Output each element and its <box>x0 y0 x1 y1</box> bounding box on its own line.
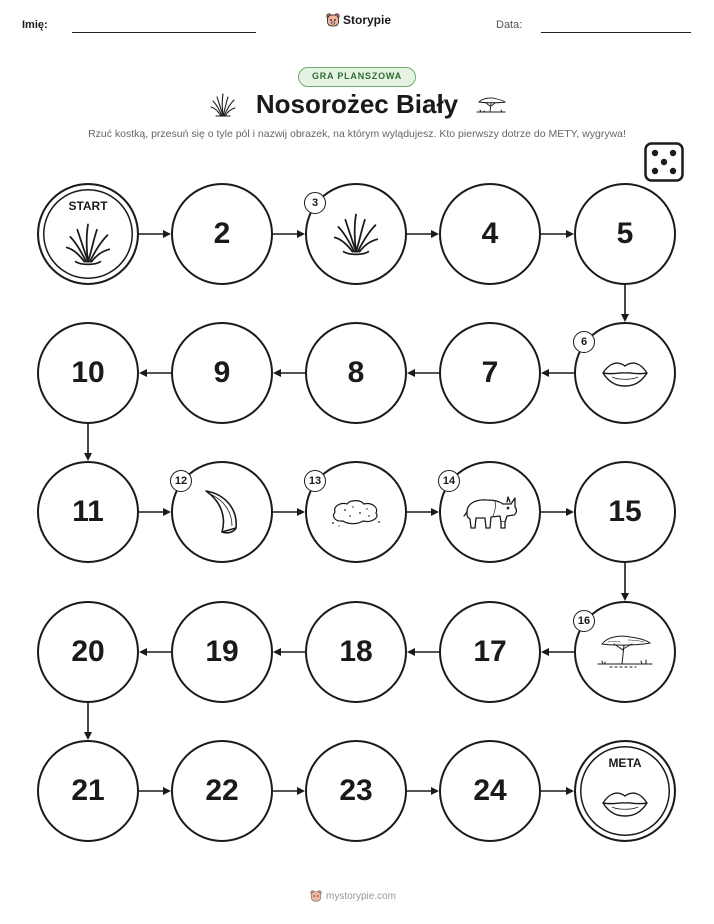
arrow-7-to-8 <box>407 369 439 377</box>
name-label: Imię: <box>22 19 48 31</box>
space-number: 5 <box>616 217 634 250</box>
space-number: 20 <box>71 635 105 668</box>
arrow-23-to-24 <box>407 787 439 795</box>
arrow-4-to-5 <box>541 230 574 238</box>
space-number: 17 <box>473 635 507 668</box>
arrow-13-to-14 <box>407 508 439 516</box>
finish-label: META <box>608 756 642 770</box>
space-number-tag: 13 <box>304 470 326 492</box>
space-number-tag: 16 <box>573 610 595 632</box>
arrow-8-to-9 <box>273 369 305 377</box>
space-number: 21 <box>71 774 105 807</box>
space-number: 24 <box>473 774 507 807</box>
arrow-16-to-17 <box>541 648 574 656</box>
arrow-12-to-13 <box>273 508 305 516</box>
space-number: 4 <box>481 217 499 250</box>
space-number: 8 <box>347 356 365 389</box>
instructions: Rzuć kostką, przesuń się o tyle pól i nazwij obrazek, na którym wylądujesz. Kto pierwszy dotrze do METY, wygrywa! <box>88 128 626 140</box>
arrow-1-to-2 <box>139 230 171 238</box>
arrow-5-to-6 <box>621 285 629 322</box>
space-number: 23 <box>339 774 373 807</box>
page-title: Nosorożec Biały <box>255 89 459 119</box>
arrow-14-to-15 <box>541 508 574 516</box>
date-label: Data: <box>496 19 523 31</box>
space-number: 7 <box>481 356 499 389</box>
space-number: 19 <box>205 635 239 668</box>
space-number: 22 <box>205 774 239 807</box>
space-number-tag: 6 <box>573 331 595 353</box>
space-number: 11 <box>72 495 104 528</box>
arrow-20-to-21 <box>84 703 92 740</box>
arrow-2-to-3 <box>273 230 305 238</box>
start-label: START <box>68 199 108 213</box>
space-number: 10 <box>71 356 105 389</box>
arrow-21-to-22 <box>139 787 171 795</box>
arrow-6-to-7 <box>541 369 574 377</box>
space-number: 9 <box>213 356 231 389</box>
arrow-3-to-4 <box>407 230 439 238</box>
category-badge: GRA PLANSZOWA <box>298 67 416 87</box>
arrow-22-to-23 <box>273 787 305 795</box>
arrow-24-to-25 <box>541 787 574 795</box>
brand-name: Storypie <box>343 13 392 27</box>
space-number-tag: 14 <box>438 470 460 492</box>
arrow-15-to-16 <box>621 563 629 601</box>
space-number: 15 <box>608 495 642 528</box>
arrow-18-to-19 <box>273 648 305 656</box>
arrow-17-to-18 <box>407 648 439 656</box>
space-number: 18 <box>339 635 373 668</box>
arrow-11-to-12 <box>139 508 171 516</box>
arrow-9-to-10 <box>139 369 171 377</box>
space-number: 2 <box>213 217 231 250</box>
space-number-tag: 12 <box>170 470 192 492</box>
footer-url: mystorypie.com <box>326 890 397 902</box>
arrow-19-to-20 <box>139 648 171 656</box>
space-number-tag: 3 <box>304 192 326 214</box>
arrow-10-to-11 <box>84 424 92 461</box>
